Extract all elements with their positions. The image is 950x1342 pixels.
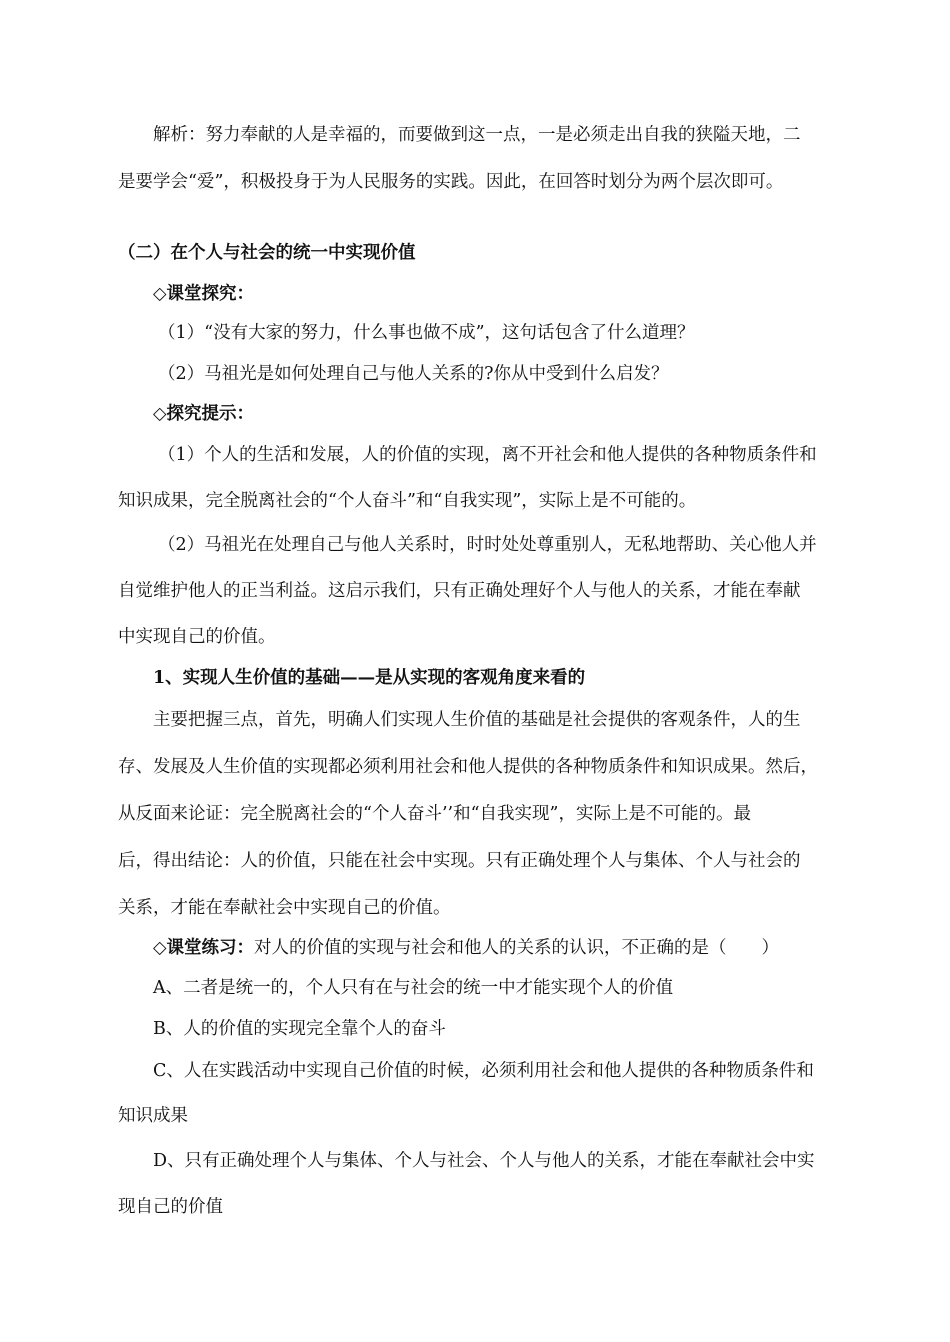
option-b: B、人的价值的实现完全靠个人的奋斗 <box>153 1019 446 1039</box>
option-c-line-2: 知识成果 <box>118 1106 188 1126</box>
hint-title: ◇探究提示： <box>153 404 254 424</box>
explore-question-1: （1）“没有大家的努力，什么事也做不成”，这句话包含了什么道理？ <box>158 323 695 343</box>
hint-2-line-2: 自觉维护他人的正当利益。这启示我们，只有正确处理好个人与他人的关系，才能在奉献 <box>118 581 801 601</box>
point-1-line-1: 主要把握三点，首先，明确人们实现人生价值的基础是社会提供的客观条件，人的生 <box>153 710 801 730</box>
practice-question: 对人的价值的实现与社会和他人的关系的认识，不正确的是（ ） <box>253 938 779 958</box>
hint-1-line-1: （1）个人的生活和发展，人的价值的实现，离不开社会和他人提供的各种物质条件和 <box>158 445 817 465</box>
practice-label: ◇课堂练习： <box>153 938 254 958</box>
point-1-line-5: 关系，才能在奉献社会中实现自己的价值。 <box>118 898 451 918</box>
option-c-line-1: C、人在实践活动中实现自己价值的时候，必须利用社会和他人提供的各种物质条件和 <box>153 1061 814 1081</box>
option-d-line-2: 现自己的价值 <box>118 1197 223 1217</box>
hint-2-line-1: （2）马祖光在处理自己与他人关系时，时时处处尊重别人，无私地帮助、关心他人并 <box>158 535 817 555</box>
option-d-line-1: D、只有正确处理个人与集体、个人与社会、个人与他人的关系，才能在奉献社会中实 <box>153 1151 815 1171</box>
hint-1-line-2: 知识成果，完全脱离社会的“个人奋斗”和“自我实现”，实际上是不可能的。 <box>118 491 697 511</box>
explore-question-2: （2）马祖光是如何处理自己与他人关系的?你从中受到什么启发？ <box>158 364 669 384</box>
point-1-line-2: 存、发展及人生价值的实现都必须利用社会和他人提供的各种物质条件和知识成果。然后， <box>118 757 818 777</box>
explore-title: ◇课堂探究： <box>153 284 254 304</box>
point-1-line-4: 后，得出结论：人的价值，只能在社会中实现。只有正确处理个人与集体、个人与社会的 <box>118 851 801 871</box>
analysis-line-2: 是要学会“爱”，积极投身于为人民服务的实践。因此，在回答时划分为两个层次即可。 <box>118 172 784 192</box>
point-1-line-3: 从反面来论证：完全脱离社会的“个人奋斗’’和“自我实现”，实际上是不可能的。最 <box>118 804 751 824</box>
option-a: A、二者是统一的，个人只有在与社会的统一中才能实现个人的价值 <box>153 978 674 998</box>
practice-line <box>153 937 950 959</box>
hint-2-line-3: 中实现自己的价值。 <box>118 627 276 647</box>
section-heading: （二）在个人与社会的统一中实现价值 <box>118 243 416 263</box>
point-1-heading: 1、实现人生价值的基础——是从实现的客观角度来看的 <box>153 668 586 688</box>
analysis-line-1: 解析：努力奉献的人是幸福的，而要做到这一点，一是必须走出自我的狭隘天地，二 <box>153 125 801 145</box>
